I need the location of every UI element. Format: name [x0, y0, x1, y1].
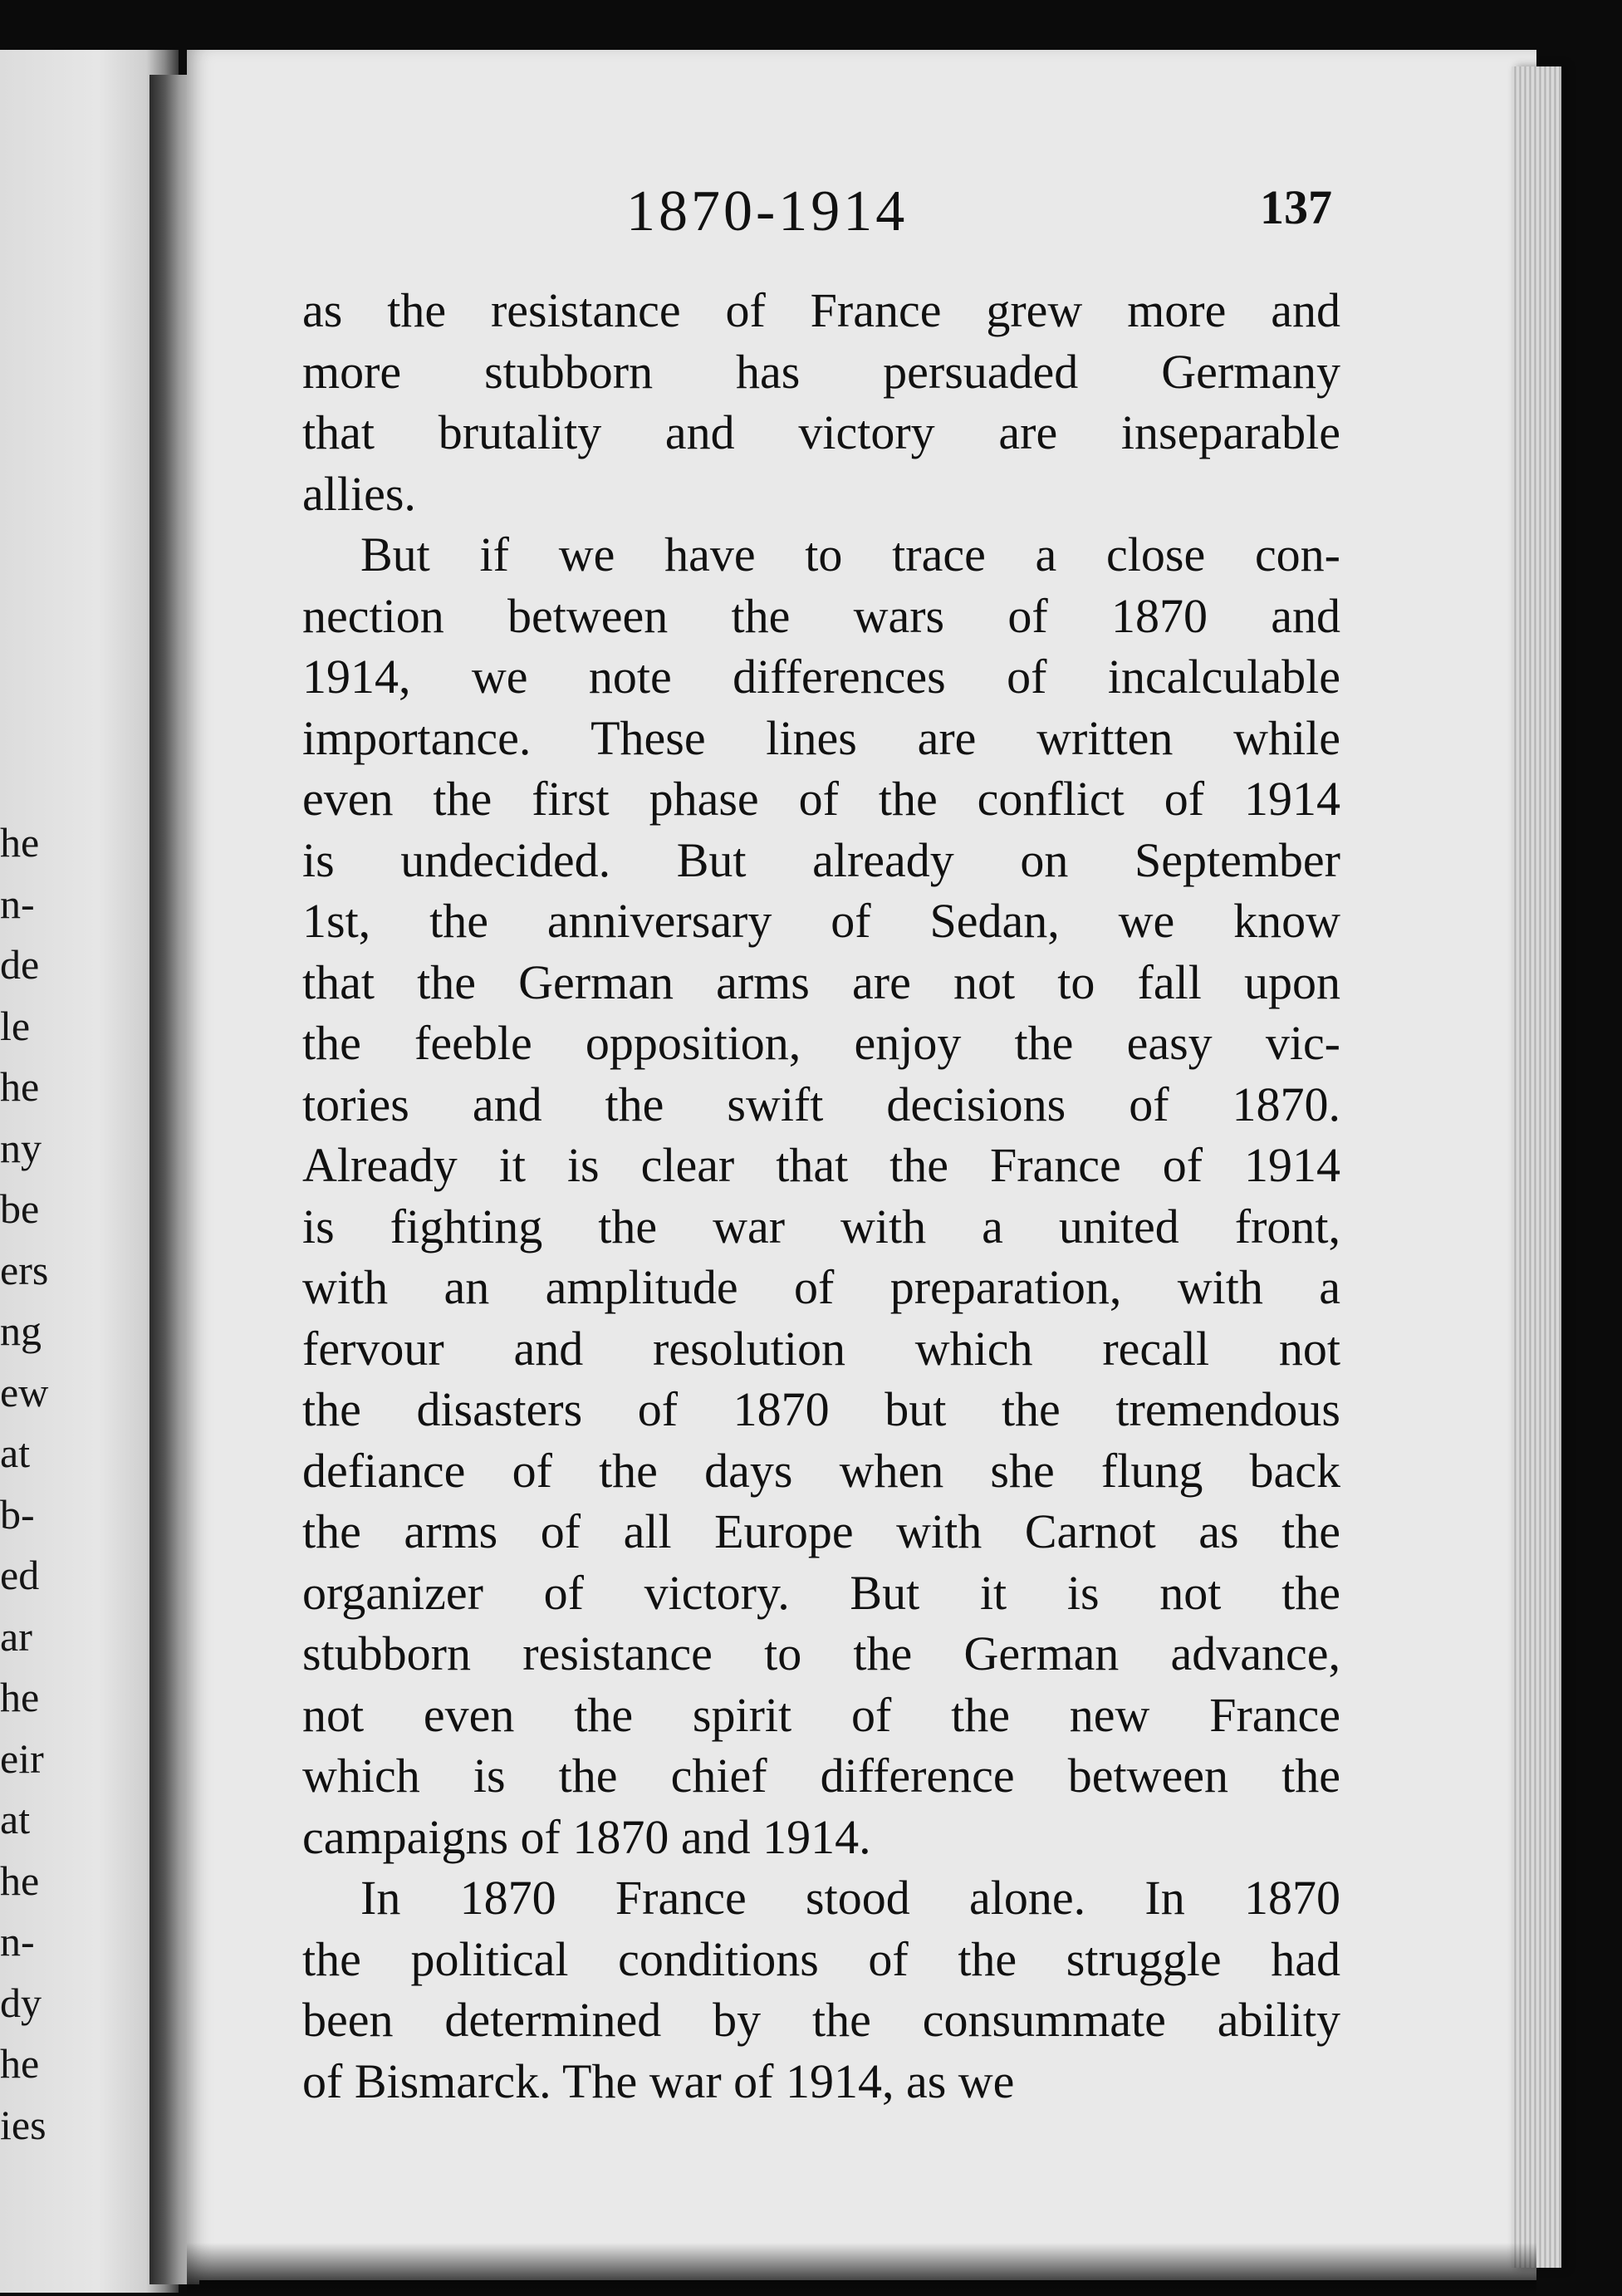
text-line: tories and the swift decisions of 1870.: [302, 1077, 1340, 1131]
text-line: importance. These lines are written while: [302, 710, 1340, 765]
text-line: 1st, the anniversary of Sedan, we know: [302, 894, 1340, 948]
left-page-fragment: ny: [0, 1124, 42, 1171]
text-line: the political conditions of the struggle had: [302, 1931, 1340, 1986]
text-line: the feeble opposition, enjoy the easy vic-: [302, 1016, 1340, 1070]
paragraph: [302, 1867, 1340, 2112]
text-line: fervour and resolution which recall not: [302, 1321, 1340, 1376]
left-page-fragment: be: [0, 1185, 40, 1232]
text-line: which is the chief difference between the: [302, 1749, 1340, 1803]
text-line: the disasters of 1870 but the tremendous: [302, 1382, 1340, 1436]
text-line: campaigns of 1870 and 1914.: [302, 1809, 871, 1864]
left-page-fragment: dy: [0, 1979, 42, 2026]
text-line: defiance of the days when she flung back: [302, 1443, 1340, 1498]
left-page-fragment: at: [0, 1796, 31, 1842]
text-line: as the resistance of France grew more and: [302, 283, 1340, 337]
left-page-fragment: n-: [0, 1918, 35, 1965]
bottom-shadow: [187, 2243, 1536, 2296]
body-text: [302, 280, 1340, 2112]
text-line: that brutality and victory are inseparable: [302, 405, 1340, 459]
text-line: with an amplitude of preparation, with a: [302, 1260, 1340, 1314]
text-line: nection between the wars of 1870 and: [302, 588, 1340, 643]
paragraph: [302, 524, 1340, 1867]
text-line: that the German arms are not to fall upon: [302, 954, 1340, 1009]
left-page-fragment: he: [0, 2040, 40, 2087]
text-line: even the first phase of the conflict of 1914: [302, 772, 1340, 826]
text-line: allies.: [302, 466, 416, 521]
left-page-fragment: de: [0, 941, 40, 988]
text-line: is undecided. But already on September: [302, 832, 1340, 887]
text-line: Already it is clear that the France of 1914: [302, 1138, 1340, 1192]
running-head-title: 1870-1914: [626, 179, 909, 243]
left-page-fragment: ar: [0, 1612, 32, 1660]
left-page-fragment: ng: [0, 1307, 42, 1354]
text-line: organizer of victory. But it is not the: [302, 1565, 1340, 1620]
text-line: of Bismarck. The war of 1914, as we: [302, 2053, 1015, 2108]
left-page-fragment: le: [0, 1002, 31, 1049]
left-page-fragment: eir: [0, 1734, 44, 1782]
left-page-fragment: ers: [0, 1246, 49, 1293]
left-page-text-fragments: [0, 812, 66, 2156]
left-page-fragment: n-: [0, 880, 35, 927]
text-line: the arms of all Europe with Carnot as the: [302, 1504, 1340, 1558]
left-page-fragment: he: [0, 1857, 40, 1904]
left-page-fragment: ew: [0, 1368, 49, 1415]
left-page-fragment: at: [0, 1430, 31, 1476]
text-line: But if we have to trace a close con-: [360, 527, 1340, 581]
running-head: [302, 174, 1332, 249]
left-page-fragment: he: [0, 1674, 40, 1720]
left-page-fragment: he: [0, 819, 40, 866]
text-line: not even the spirit of the new France: [302, 1687, 1340, 1742]
text-line: 1914, we note differences of incalculable: [302, 650, 1340, 704]
paragraph: [302, 280, 1340, 524]
text-line: more stubborn has persuaded Germany: [302, 344, 1340, 399]
page-number: 137: [1260, 180, 1332, 234]
text-line: is fighting the war with a united front,: [302, 1199, 1340, 1253]
left-page-fragment: b-: [0, 1490, 35, 1538]
text-line: been determined by the consummate ability: [302, 1993, 1340, 2047]
left-page-fragment: ies: [0, 2101, 47, 2148]
left-page-fragment: ed: [0, 1552, 40, 1598]
text-line: stubborn resistance to the German advance,: [302, 1626, 1340, 1680]
left-page-fragment: he: [0, 1063, 40, 1110]
text-line: In 1870 France stood alone. In 1870: [360, 1871, 1340, 1925]
page-edges: [1512, 66, 1561, 2268]
